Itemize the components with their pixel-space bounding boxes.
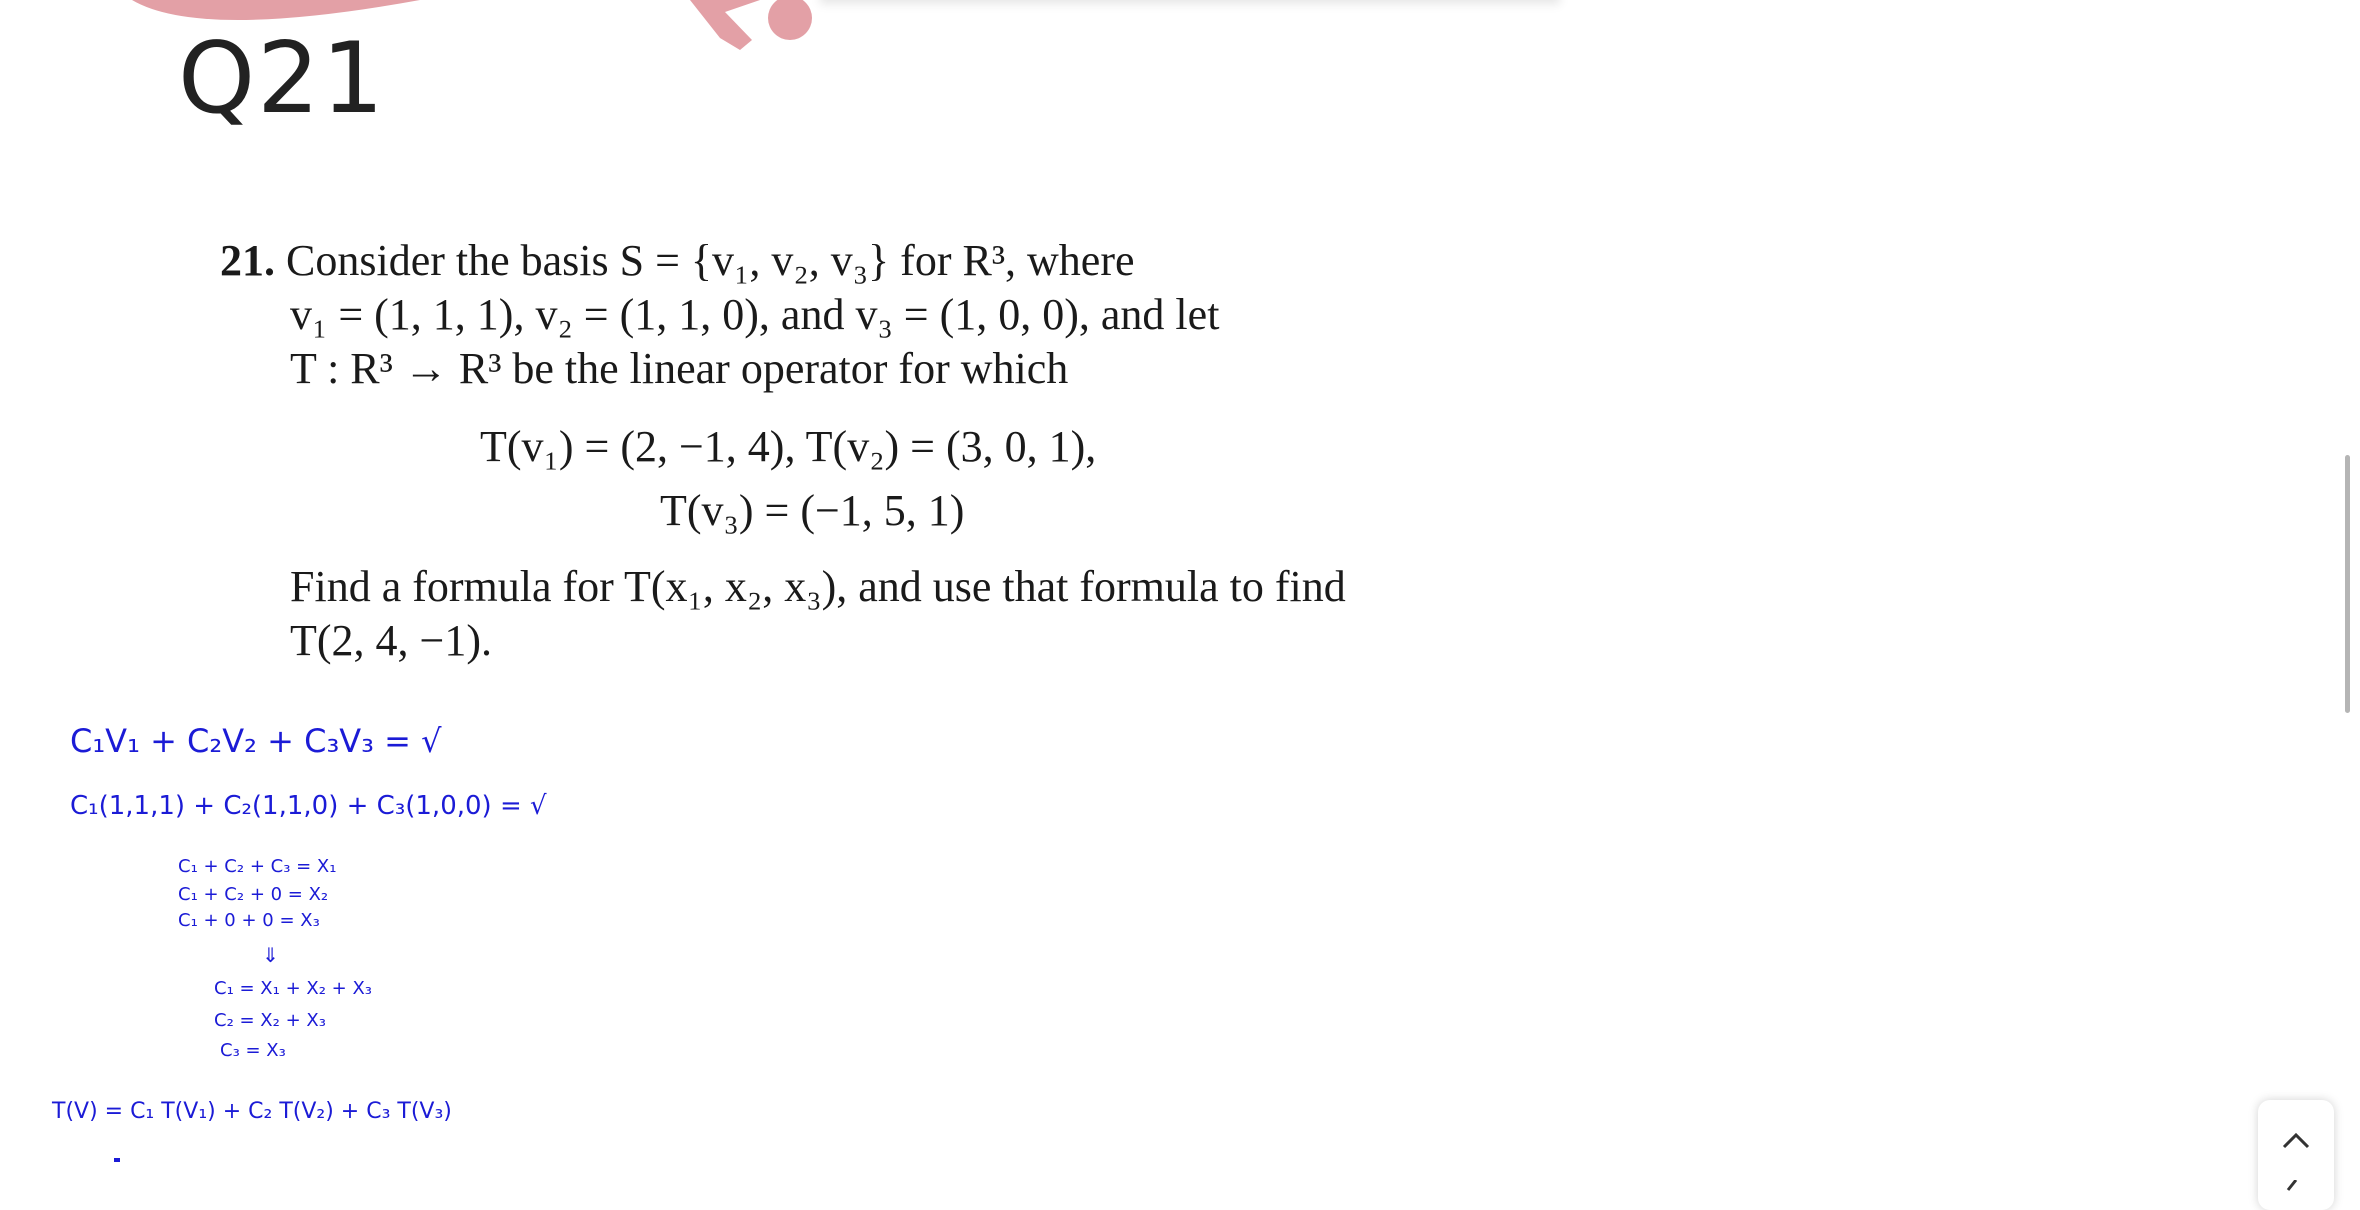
- scrollbar-thumb[interactable]: [2345, 455, 2350, 713]
- chevron-left-icon[interactable]: [2282, 1180, 2302, 1199]
- equation-1: T(v₁) = (2, −1, 4), T(v₂) = (3, 0, 1),: [480, 422, 1097, 471]
- hw-solution-3: C₃ = X₃: [220, 1040, 286, 1061]
- problem-line-3: T : R³ → R³ be the linear operator for which: [290, 344, 1069, 393]
- problem-find-line-1: Find a formula for T(x₁, x₂, x₃), and use that formula to find: [290, 562, 1346, 611]
- handwritten-notes: [0, 700, 700, 1180]
- hw-system-3: C₁ + 0 + 0 = X₃: [178, 910, 320, 931]
- problem-number: 21.: [220, 236, 275, 285]
- problem-line-2: v₁ = (1, 1, 1), v₂ = (1, 1, 0), and v₃ = (1, 0, 0), and let: [290, 290, 1220, 339]
- hw-dot: [114, 1158, 120, 1162]
- problem-find-line-2: T(2, 4, −1).: [290, 616, 492, 665]
- hw-solution-1: C₁ = X₁ + X₂ + X₃: [214, 978, 373, 999]
- hw-solution-2: C₂ = X₂ + X₃: [214, 1010, 326, 1031]
- problem-statement: Consider the basis S = {v₁, v₂, v₃} for R³, where: [286, 236, 1135, 285]
- pink-marker-dot: [768, 0, 812, 40]
- problem-line-1: [220, 234, 1135, 288]
- hw-line-2: C₁(1,1,1) + C₂(1,1,0) + C₃(1,0,0) = √: [70, 791, 547, 821]
- hw-system-2: C₁ + C₂ + 0 = X₂: [178, 884, 329, 905]
- pink-marker-stroke: [690, 0, 760, 50]
- hw-system-1: C₁ + C₂ + C₃ = X₁: [178, 856, 337, 877]
- hw-last-line: T(V) = C₁ T(V₁) + C₂ T(V₂) + C₃ T(V₃): [52, 1099, 452, 1124]
- hw-arrow: ⇓: [262, 943, 279, 967]
- hw-line-1: C₁V₁ + C₂V₂ + C₃V₃ = √: [70, 722, 442, 760]
- pink-highlight-stroke: [132, 0, 420, 20]
- top-decoration: [0, 0, 900, 70]
- equation-2: T(v₃) = (−1, 5, 1): [660, 486, 965, 535]
- chevron-up-icon: [2280, 1130, 2312, 1150]
- page-title: Q21: [178, 22, 386, 136]
